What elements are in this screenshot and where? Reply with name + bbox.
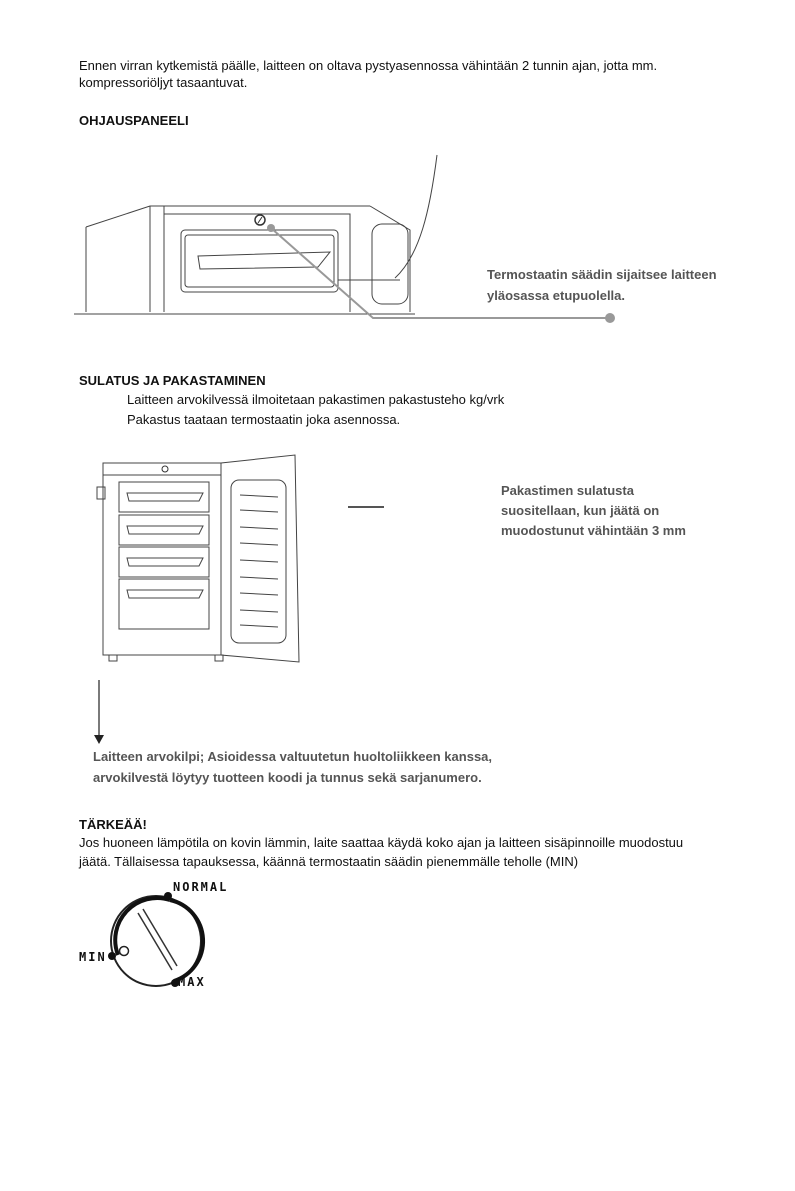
defrost-heading: SULATUS JA PAKASTAMINEN	[79, 373, 266, 388]
intro-line-2: kompressoriöljyt tasaantuvat.	[79, 75, 248, 90]
defrost-line-1: Laitteen arvokilvessä ilmoitetaan pakastimen pakastusteho kg/vrk	[127, 392, 505, 407]
rating-plate-line-1: Laitteen arvokilpi; Asioidessa valtuutetun huoltoliikkeen kanssa,	[93, 749, 493, 764]
important-line-1: Jos huoneen lämpötila on kovin lämmin, laite saattaa käydä koko ajan ja laitteen sisäpinnoille muodostuu	[79, 835, 684, 850]
intro-line-1: Ennen virran kytkemistä päälle, laitteen on oltava pystyasennossa vähintään 2 tunnin ajan, jotta mm.	[79, 58, 658, 73]
dial-min-dot	[108, 952, 116, 960]
control-panel-heading: OHJAUSPANEELI	[79, 113, 189, 128]
freezer-knob-icon	[162, 466, 168, 472]
defrost-callout-line-2: suositellaan, kun jäätä on	[501, 503, 660, 518]
pointer-dot-end	[605, 313, 615, 323]
freezer-illustration	[95, 455, 415, 675]
defrost-callout-line-1: Pakastimen sulatusta	[501, 483, 634, 498]
control-panel-callout-line-2: yläosassa etupuolella.	[487, 288, 626, 303]
important-line-2: jäätä. Tällaisessa tapauksessa, käännä termostaatin säädin pienemmälle teholle (MIN)	[79, 854, 579, 869]
dial-marker-icon	[120, 947, 129, 956]
defrost-line-2: Pakastus taataan termostaatin joka asennossa.	[127, 412, 401, 427]
down-arrow-icon	[93, 680, 105, 746]
defrost-dash	[348, 505, 388, 509]
control-panel-callout-line-1: Termostaatin säädin sijaitsee laitteen	[487, 267, 717, 282]
defrost-callout-line-3: muodostunut vähintään 3 mm	[501, 523, 686, 538]
dial-max-label: MAX	[178, 975, 206, 989]
dial-min-label: MIN	[79, 950, 107, 964]
dial-normal-dot	[164, 892, 172, 900]
important-heading: TÄRKEÄÄ!	[79, 817, 147, 832]
rating-plate-line-2: arvokilvestä löytyy tuotteen koodi ja tunnus sekä sarjanumero.	[93, 770, 482, 785]
dial-normal-label: NORMAL	[173, 880, 229, 894]
